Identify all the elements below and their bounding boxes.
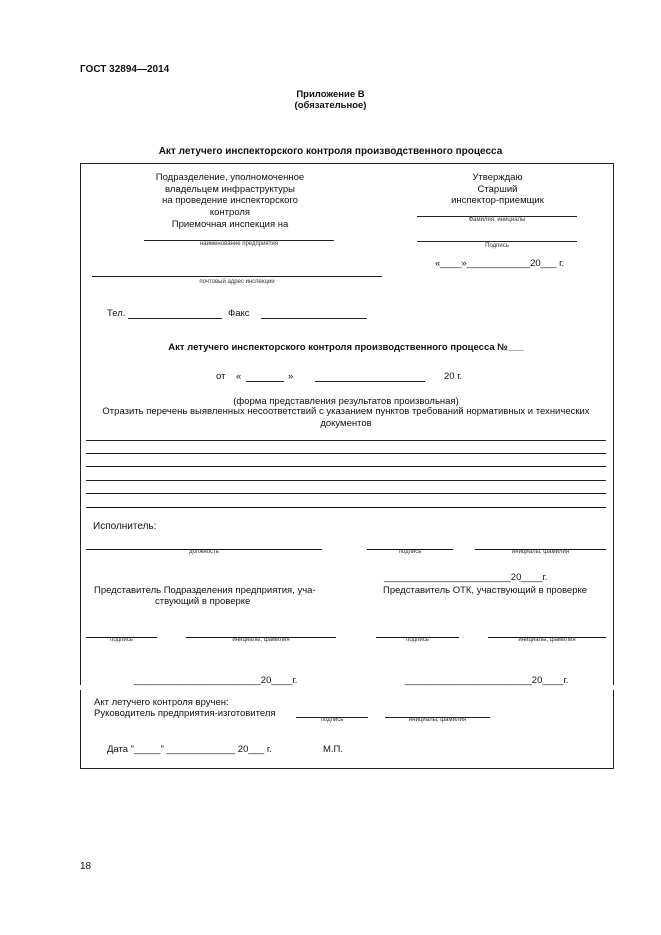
enterprise-caption: наименование предприятия [199, 241, 279, 247]
approver-signature-caption: Подпись [485, 243, 509, 249]
form-note: (форма представления результатов произвольная) [233, 396, 459, 407]
approver-role2: инспектор-приемщик [451, 195, 544, 206]
act-day-line [246, 381, 284, 382]
manager-label: Руководитель предприятия-изготовителя [94, 708, 276, 719]
appendix-note: (обязательное) [294, 100, 367, 111]
findings-line [86, 440, 606, 441]
findings-line [86, 480, 606, 481]
otk-rep-label: Представитель ОТК, участвующий в проверке [383, 585, 588, 596]
tel-line [128, 318, 222, 319]
approver-name-caption: Фамилия, инициалы [468, 217, 526, 223]
tel-label: Тел. [107, 308, 126, 319]
findings-line [86, 466, 606, 467]
otk-signature-caption: подпись [406, 637, 429, 643]
act-month-line [315, 381, 425, 382]
approval-date-line: «____»____________20___ г. [435, 258, 565, 269]
left-block-line1: Подразделение, уполномоченное [155, 172, 305, 183]
act-from-label: от [216, 371, 226, 382]
left-block-line3: на проведение инспекторского [162, 195, 298, 206]
approve-label: Утверждаю [472, 172, 523, 183]
address-caption: почтовый адрес инспекции [199, 279, 275, 285]
executor-signature-caption: подпись [398, 549, 422, 555]
otk-initials-caption: инициалы, фамилия [518, 637, 576, 643]
fax-line [261, 318, 367, 319]
division-initials-caption: инициалы, фамилия [232, 637, 290, 643]
executor-position-caption: должность [189, 549, 219, 555]
act-quote-close: » [288, 371, 294, 382]
address-line [92, 276, 382, 277]
division-rep-line2: ствующий в проверке [155, 596, 251, 607]
fax-label: Факс [228, 308, 250, 319]
handover-label: Акт летучего контроля вручен: [94, 697, 229, 708]
page-title: Акт летучего инспекторского контроля производственного процесса [158, 146, 503, 157]
left-block-line4: контроля [209, 207, 251, 218]
manager-signature-caption: подпись [320, 717, 344, 723]
findings-line [86, 453, 606, 454]
act-year-label: 20 г. [444, 371, 463, 382]
otk-date-line: ________________________20____г. [384, 572, 548, 583]
instruction-line1: Отразить перечень выявленных несоответствий с указанием пунктов требований нормативных и технических [102, 406, 590, 417]
otk-bottom-date-line: ________________________20____г. [405, 675, 569, 686]
approver-signature-line [417, 241, 577, 242]
division-date-line: ________________________20____г. [134, 675, 298, 686]
executor-initials-caption: инициалы, фамилия [511, 549, 570, 555]
stamp-label: М.П. [323, 744, 344, 755]
instruction-line2: документов [320, 418, 372, 429]
act-title: Акт летучего инспекторского контроля производственного процесса №___ [168, 342, 524, 353]
standard-number: ГОСТ 32894—2014 [80, 64, 170, 75]
page-number: 18 [80, 861, 92, 872]
left-block-line5: Приемочная инспекция на [171, 219, 289, 230]
manager-initials-caption: инициалы, фамилия [408, 717, 467, 723]
approver-role1: Старший [477, 184, 518, 195]
left-block-line2: владельцем инфраструктуры [165, 184, 295, 195]
findings-line [86, 493, 606, 494]
executor-label: Исполнитель: [93, 521, 157, 532]
division-rep-line1: Представитель Подразделения предприятия, уча- [94, 585, 316, 596]
findings-line [86, 507, 606, 508]
handover-date-line: Дата "_____" _____________ 20___ г. [107, 744, 272, 755]
act-quote-open: « [236, 371, 242, 382]
division-signature-caption: подпись [110, 637, 133, 643]
appendix-label: Приложение В [296, 89, 365, 100]
